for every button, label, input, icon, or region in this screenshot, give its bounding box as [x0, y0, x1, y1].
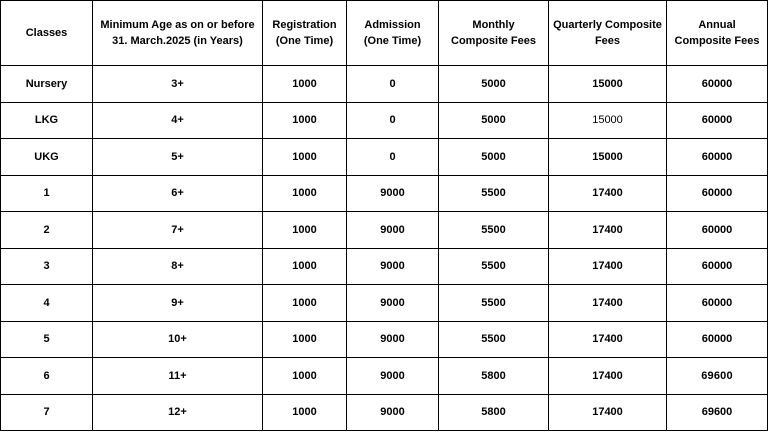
- registration-cell: 1000: [263, 321, 347, 358]
- header-monthly-fees: Monthly Composite Fees: [439, 1, 549, 66]
- monthly-cell: 5500: [439, 212, 549, 249]
- age-cell: 12+: [93, 394, 263, 431]
- table-row: [1, 248, 768, 285]
- age-cell: 9+: [93, 285, 263, 322]
- monthly-cell: 5500: [439, 248, 549, 285]
- annual-cell: 60000: [667, 175, 768, 212]
- class-cell: 6: [1, 358, 93, 395]
- age-cell: 11+: [93, 358, 263, 395]
- header-quarterly-fees: Quarterly Composite Fees: [549, 1, 667, 66]
- quarterly-cell: 15000: [549, 139, 667, 176]
- class-cell: Nursery: [1, 66, 93, 103]
- admission-cell: 9000: [347, 321, 439, 358]
- annual-cell: 60000: [667, 139, 768, 176]
- registration-cell: 1000: [263, 285, 347, 322]
- header-minimum-age: Minimum Age as on or before 31. March.2025 (in Years): [93, 1, 263, 66]
- quarterly-cell: 17400: [549, 321, 667, 358]
- age-cell: 6+: [93, 175, 263, 212]
- header-admission: Admission (One Time): [347, 1, 439, 66]
- admission-cell: 9000: [347, 248, 439, 285]
- annual-cell: 69600: [667, 394, 768, 431]
- table-row: [1, 358, 768, 395]
- monthly-cell: 5500: [439, 321, 549, 358]
- header-registration: Registration (One Time): [263, 1, 347, 66]
- table-row: [1, 321, 768, 358]
- header-classes: Classes: [1, 1, 93, 66]
- header-row: [1, 1, 768, 66]
- monthly-cell: 5500: [439, 175, 549, 212]
- quarterly-cell: 17400: [549, 358, 667, 395]
- class-cell: 5: [1, 321, 93, 358]
- table-row: [1, 102, 768, 139]
- table-row: [1, 394, 768, 431]
- class-cell: 7: [1, 394, 93, 431]
- annual-cell: 60000: [667, 248, 768, 285]
- age-cell: 3+: [93, 66, 263, 103]
- admission-cell: 0: [347, 102, 439, 139]
- monthly-cell: 5000: [439, 139, 549, 176]
- admission-cell: 9000: [347, 394, 439, 431]
- table-row: [1, 139, 768, 176]
- admission-cell: 9000: [347, 358, 439, 395]
- registration-cell: 1000: [263, 102, 347, 139]
- annual-cell: 60000: [667, 102, 768, 139]
- registration-cell: 1000: [263, 212, 347, 249]
- class-cell: LKG: [1, 102, 93, 139]
- monthly-cell: 5800: [439, 358, 549, 395]
- quarterly-cell: 17400: [549, 212, 667, 249]
- registration-cell: 1000: [263, 66, 347, 103]
- admission-cell: 9000: [347, 175, 439, 212]
- annual-cell: 60000: [667, 285, 768, 322]
- annual-cell: 60000: [667, 66, 768, 103]
- table-row: [1, 175, 768, 212]
- age-cell: 10+: [93, 321, 263, 358]
- class-cell: UKG: [1, 139, 93, 176]
- age-cell: 4+: [93, 102, 263, 139]
- registration-cell: 1000: [263, 139, 347, 176]
- header-annual-fees: Annual Composite Fees: [667, 1, 768, 66]
- admission-cell: 9000: [347, 212, 439, 249]
- table-row: [1, 212, 768, 249]
- age-cell: 7+: [93, 212, 263, 249]
- admission-cell: 0: [347, 66, 439, 103]
- class-cell: 2: [1, 212, 93, 249]
- monthly-cell: 5000: [439, 66, 549, 103]
- table-row: [1, 285, 768, 322]
- registration-cell: 1000: [263, 175, 347, 212]
- annual-cell: 60000: [667, 321, 768, 358]
- quarterly-cell: 17400: [549, 394, 667, 431]
- age-cell: 5+: [93, 139, 263, 176]
- admission-cell: 9000: [347, 285, 439, 322]
- registration-cell: 1000: [263, 248, 347, 285]
- monthly-cell: 5500: [439, 285, 549, 322]
- table-row: [1, 66, 768, 103]
- quarterly-cell: 17400: [549, 285, 667, 322]
- monthly-cell: 5800: [439, 394, 549, 431]
- registration-cell: 1000: [263, 358, 347, 395]
- class-cell: 3: [1, 248, 93, 285]
- annual-cell: 60000: [667, 212, 768, 249]
- age-cell: 8+: [93, 248, 263, 285]
- registration-cell: 1000: [263, 394, 347, 431]
- quarterly-cell: 15000: [549, 102, 667, 139]
- quarterly-cell: 17400: [549, 175, 667, 212]
- monthly-cell: 5000: [439, 102, 549, 139]
- class-cell: 1: [1, 175, 93, 212]
- quarterly-cell: 15000: [549, 66, 667, 103]
- annual-cell: 69600: [667, 358, 768, 395]
- admission-cell: 0: [347, 139, 439, 176]
- quarterly-cell: 17400: [549, 248, 667, 285]
- class-cell: 4: [1, 285, 93, 322]
